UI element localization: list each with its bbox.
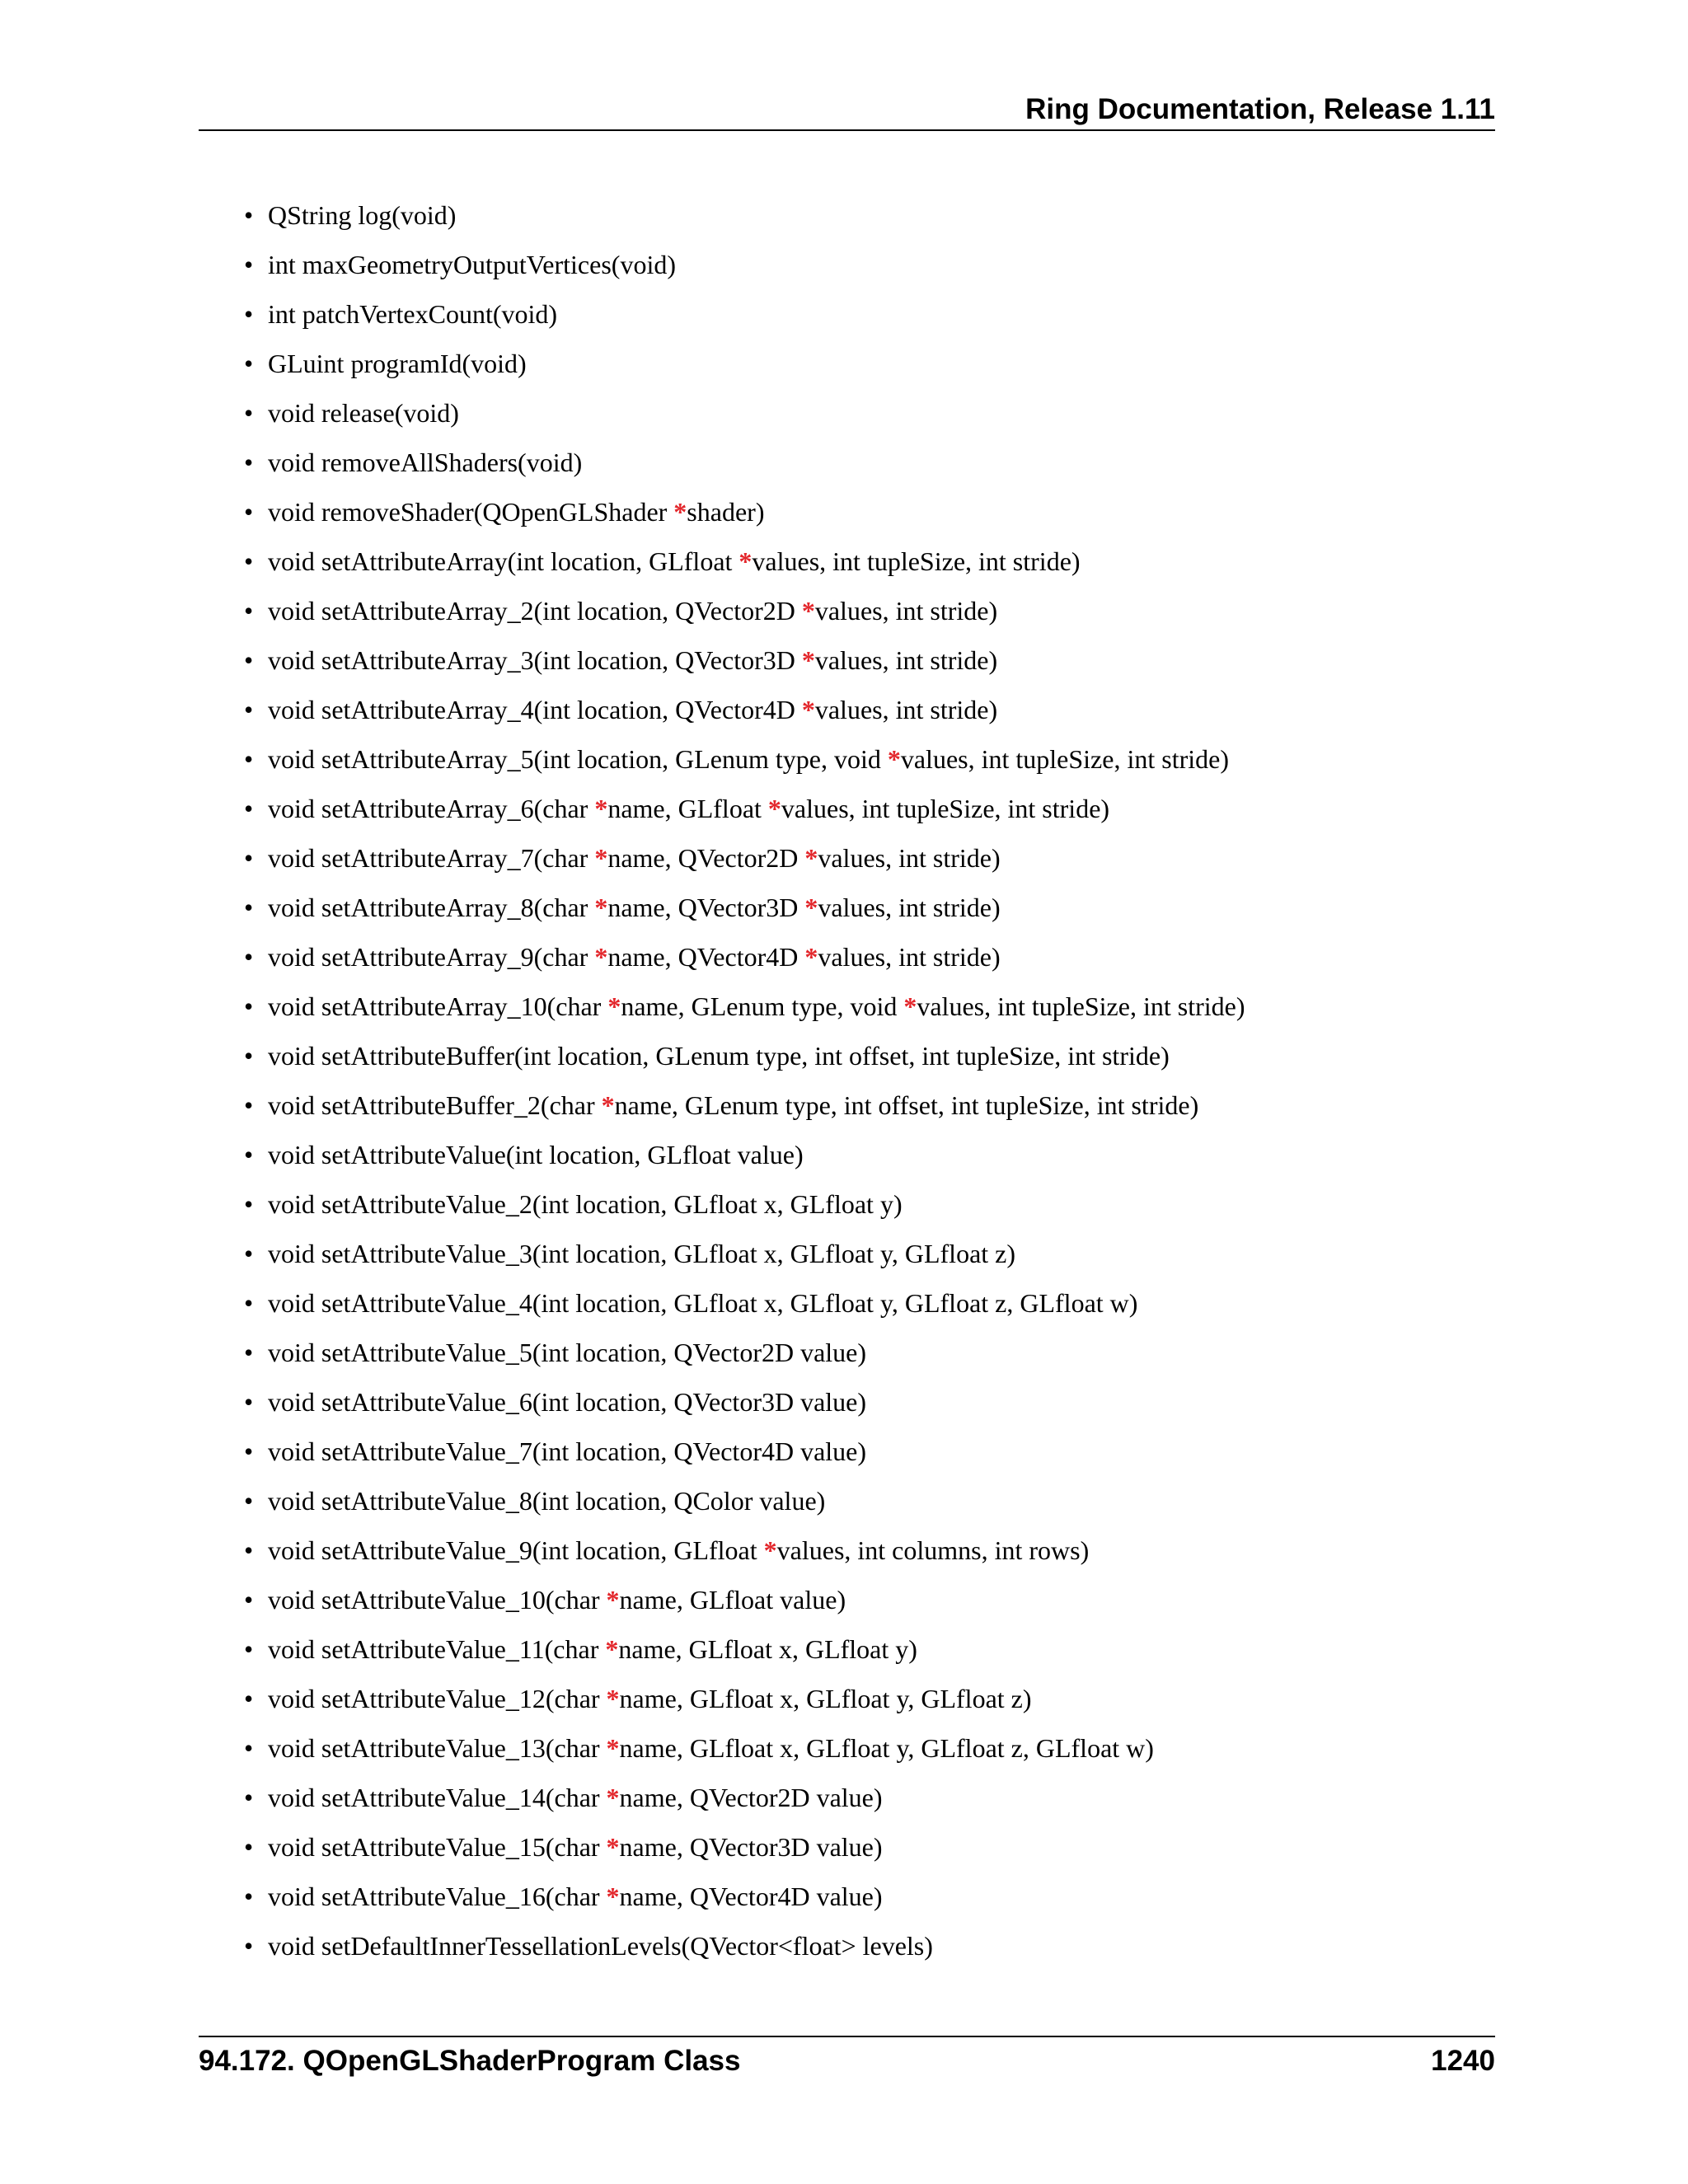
bullet-icon: • — [244, 1387, 254, 1417]
bullet-icon: • — [244, 1733, 254, 1763]
method-signature: void setAttributeValue_12(char *name, GLfloat x, GLfloat y, GLfloat z) — [268, 1684, 1032, 1713]
bullet-icon: • — [244, 794, 254, 823]
list-item — [244, 293, 557, 335]
pointer-asterisk: * — [607, 991, 621, 1021]
pointer-asterisk: * — [767, 794, 781, 823]
bullet-icon: • — [244, 1634, 254, 1664]
bullet-icon: • — [244, 744, 254, 774]
page-header-title: Ring Documentation, Release 1.11 — [1025, 93, 1495, 125]
method-signature: void setAttributeArray_9(char *name, QVector4D *values, int stride) — [268, 942, 1001, 972]
list-item — [244, 1629, 917, 1670]
method-signature: void setAttributeValue(int location, GLfloat value) — [268, 1140, 804, 1169]
method-signature: void setAttributeValue_5(int location, QVector2D value) — [268, 1338, 867, 1367]
pointer-asterisk: * — [606, 1882, 620, 1911]
list-item — [244, 1233, 1015, 1274]
bullet-icon: • — [244, 299, 254, 329]
method-signature: int maxGeometryOutputVertices(void) — [268, 250, 676, 279]
bullet-icon: • — [244, 546, 254, 576]
bullet-icon: • — [244, 1140, 254, 1169]
list-item — [244, 590, 997, 631]
list-item — [244, 1085, 1198, 1126]
pointer-asterisk: * — [594, 893, 608, 922]
pointer-asterisk: * — [804, 843, 818, 873]
pointer-asterisk: * — [673, 497, 687, 527]
list-item — [244, 541, 1081, 582]
list-item — [244, 1381, 866, 1422]
method-signature: void setAttributeArray_7(char *name, QVector2D *values, int stride) — [268, 843, 1001, 873]
method-signature: void removeShader(QOpenGLShader *shader) — [268, 497, 765, 527]
footer-section-title: 94.172. QOpenGLShaderProgram Class — [199, 2045, 741, 2077]
bullet-icon: • — [244, 1535, 254, 1565]
pointer-asterisk: * — [801, 695, 815, 724]
list-item — [244, 244, 676, 285]
method-signature: void setAttributeValue_11(char *name, GLfloat x, GLfloat y) — [268, 1634, 917, 1664]
bullet-icon: • — [244, 596, 254, 626]
method-signature: void release(void) — [268, 398, 459, 428]
method-signature: void setAttributeValue_15(char *name, QVector3D value) — [268, 1832, 883, 1862]
pointer-asterisk: * — [606, 1684, 620, 1713]
bullet-icon: • — [244, 1090, 254, 1120]
footer-rule — [199, 2036, 1495, 2037]
list-item — [244, 1035, 1170, 1076]
bullet-icon: • — [244, 1783, 254, 1812]
method-signature: void setAttributeValue_13(char *name, GLfloat x, GLfloat y, GLfloat z, GLfloat w) — [268, 1733, 1154, 1763]
pointer-asterisk: * — [801, 596, 815, 626]
bullet-icon: • — [244, 250, 254, 279]
list-item — [244, 1480, 825, 1521]
method-signature: void setAttributeArray_2(int location, QVector2D *values, int stride) — [268, 596, 998, 626]
bullet-icon: • — [244, 991, 254, 1021]
bullet-icon: • — [244, 843, 254, 873]
list-item — [244, 1777, 883, 1818]
pointer-asterisk: * — [594, 942, 608, 972]
list-item — [244, 1134, 804, 1175]
method-signature: void setAttributeArray_6(char *name, GLfloat *values, int tupleSize, int stride) — [268, 794, 1110, 823]
pointer-asterisk: * — [804, 942, 818, 972]
method-signature: void setAttributeValue_7(int location, QVector4D value) — [268, 1436, 867, 1466]
method-signature: void setAttributeValue_10(char *name, GLfloat value) — [268, 1585, 846, 1615]
bullet-icon: • — [244, 645, 254, 675]
list-item — [244, 343, 527, 384]
method-signature: void setAttributeValue_8(int location, QColor value) — [268, 1486, 826, 1516]
method-signature: void removeAllShaders(void) — [268, 448, 583, 477]
method-signature: void setAttributeValue_6(int location, QVector3D value) — [268, 1387, 867, 1417]
list-item — [244, 1431, 866, 1472]
pointer-asterisk: * — [804, 893, 818, 922]
list-item — [244, 936, 1001, 977]
list-item — [244, 1727, 1154, 1769]
bullet-icon: • — [244, 1832, 254, 1862]
method-signature: int patchVertexCount(void) — [268, 299, 558, 329]
list-item — [244, 837, 1001, 879]
pointer-asterisk: * — [606, 1783, 620, 1812]
bullet-icon: • — [244, 349, 254, 378]
pointer-asterisk: * — [801, 645, 815, 675]
method-signature: void setAttributeArray_10(char *name, GLenum type, void *values, int tupleSize, int stride) — [268, 991, 1245, 1021]
bullet-icon: • — [244, 398, 254, 428]
bullet-icon: • — [244, 942, 254, 972]
bullet-icon: • — [244, 695, 254, 724]
list-item — [244, 788, 1109, 829]
list-item — [244, 986, 1245, 1027]
pointer-asterisk: * — [605, 1634, 619, 1664]
pointer-asterisk: * — [887, 744, 901, 774]
list-item — [244, 1282, 1137, 1324]
bullet-icon: • — [244, 893, 254, 922]
method-signature: void setAttributeArray_3(int location, QVector3D *values, int stride) — [268, 645, 998, 675]
method-signature: void setAttributeValue_2(int location, GLfloat x, GLfloat y) — [268, 1189, 903, 1219]
method-signature: QString log(void) — [268, 200, 457, 230]
list-item — [244, 887, 1001, 928]
bullet-icon: • — [244, 1486, 254, 1516]
pointer-asterisk: * — [601, 1090, 615, 1120]
method-signature: void setAttributeValue_4(int location, GLfloat x, GLfloat y, GLfloat z, GLfloat w) — [268, 1288, 1138, 1318]
method-signature: void setAttributeValue_3(int location, GLfloat x, GLfloat y, GLfloat z) — [268, 1239, 1016, 1268]
method-signature: void setAttributeArray_8(char *name, QVector3D *values, int stride) — [268, 893, 1001, 922]
list-item — [244, 1183, 903, 1225]
pointer-asterisk: * — [738, 546, 753, 576]
method-signature: void setAttributeArray_4(int location, QVector4D *values, int stride) — [268, 695, 998, 724]
list-item — [244, 194, 456, 236]
method-signature: GLuint programId(void) — [268, 349, 527, 378]
bullet-icon: • — [244, 1684, 254, 1713]
bullet-icon: • — [244, 1882, 254, 1911]
bullet-icon: • — [244, 200, 254, 230]
method-signature: void setAttributeValue_16(char *name, QVector4D value) — [268, 1882, 883, 1911]
pointer-asterisk: * — [763, 1535, 777, 1565]
list-item — [244, 1925, 933, 1966]
method-signature: void setAttributeBuffer_2(char *name, GLenum type, int offset, int tupleSize, int stride) — [268, 1090, 1199, 1120]
bullet-icon: • — [244, 497, 254, 527]
bullet-icon: • — [244, 448, 254, 477]
list-item — [244, 392, 459, 434]
list-item — [244, 1530, 1089, 1571]
method-signature: void setAttributeArray(int location, GLfloat *values, int tupleSize, int stride) — [268, 546, 1081, 576]
bullet-icon: • — [244, 1338, 254, 1367]
bullet-icon: • — [244, 1239, 254, 1268]
pointer-asterisk: * — [606, 1832, 620, 1862]
list-item — [244, 1579, 846, 1620]
method-signature: void setAttributeValue_14(char *name, QVector2D value) — [268, 1783, 883, 1812]
list-item — [244, 689, 997, 730]
bullet-icon: • — [244, 1585, 254, 1615]
list-item — [244, 1876, 883, 1917]
method-signature: void setDefaultInnerTessellationLevels(QVector<float> levels) — [268, 1931, 933, 1961]
list-item — [244, 1332, 866, 1373]
pointer-asterisk: * — [594, 794, 608, 823]
method-signature: void setAttributeValue_9(int location, GLfloat *values, int columns, int rows) — [268, 1535, 1090, 1565]
bullet-icon: • — [244, 1931, 254, 1961]
list-item — [244, 1678, 1032, 1719]
pointer-asterisk: * — [606, 1733, 620, 1763]
method-signature: void setAttributeArray_5(int location, GLenum type, void *values, int tupleSize, int stride) — [268, 744, 1229, 774]
bullet-icon: • — [244, 1041, 254, 1071]
bullet-icon: • — [244, 1436, 254, 1466]
list-item — [244, 491, 764, 532]
list-item — [244, 738, 1229, 780]
pointer-asterisk: * — [606, 1585, 620, 1615]
list-item — [244, 442, 582, 483]
pointer-asterisk: * — [903, 991, 917, 1021]
list-item — [244, 640, 997, 681]
bullet-icon: • — [244, 1189, 254, 1219]
method-signature: void setAttributeBuffer(int location, GLenum type, int offset, int tupleSize, int stride) — [268, 1041, 1170, 1071]
pointer-asterisk: * — [594, 843, 608, 873]
list-item — [244, 1826, 883, 1868]
page-number: 1240 — [1431, 2045, 1495, 2077]
bullet-icon: • — [244, 1288, 254, 1318]
